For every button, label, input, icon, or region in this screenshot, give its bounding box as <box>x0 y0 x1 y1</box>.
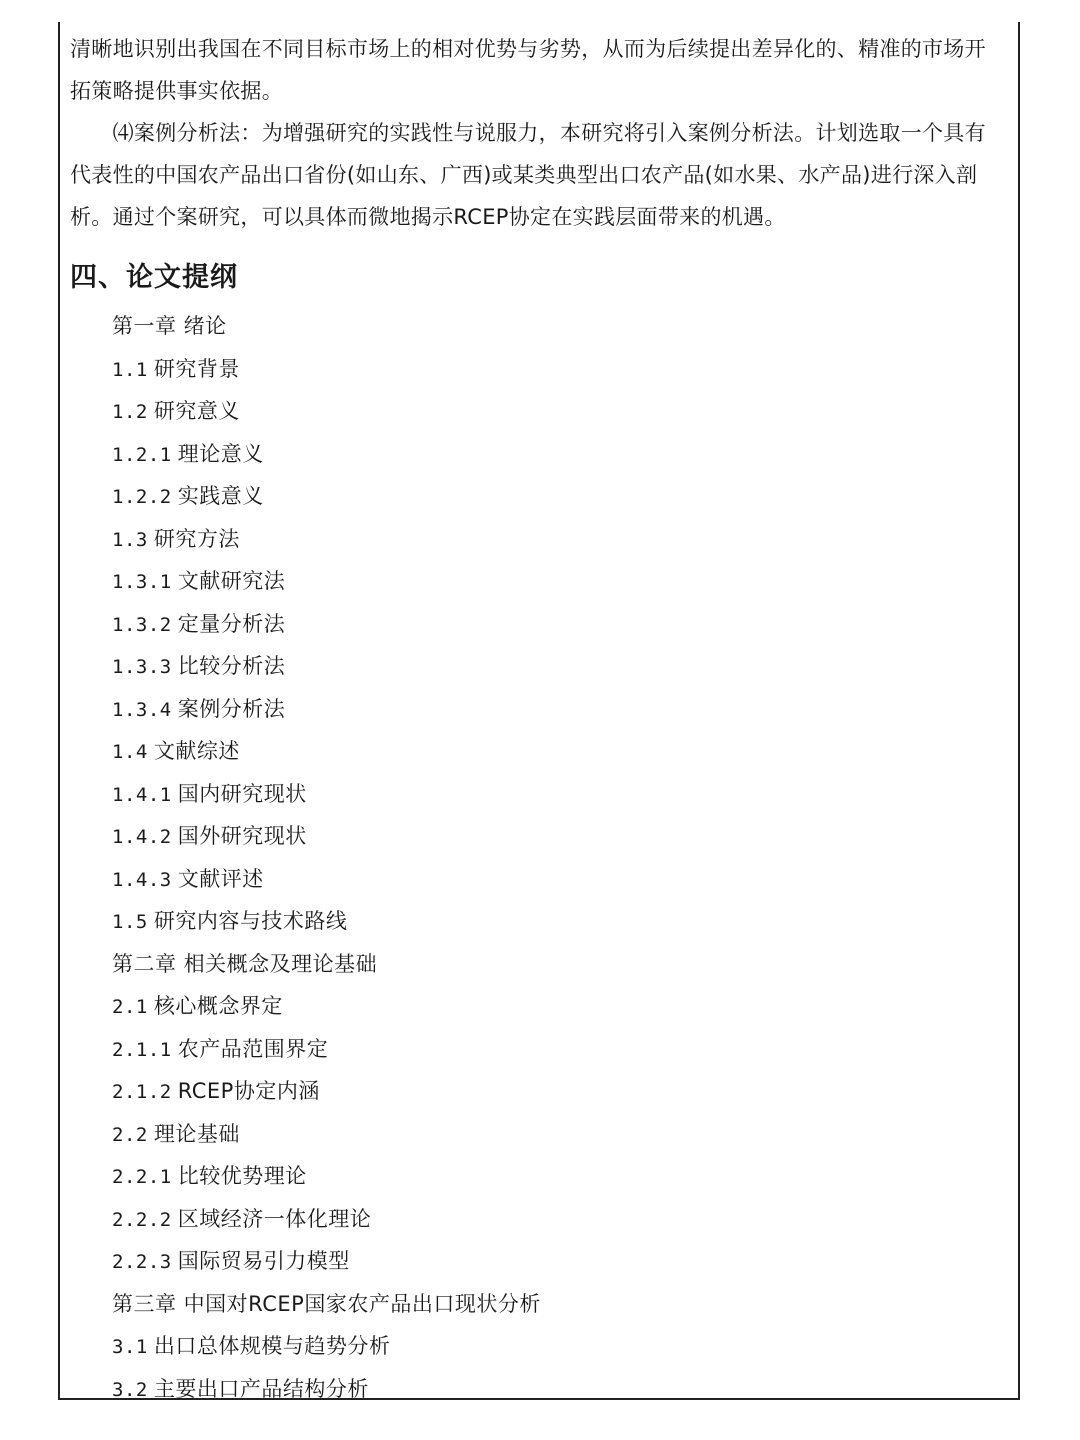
outline-item-number: 1.4 <box>112 741 148 763</box>
outline-item-number: 2.2.3 <box>112 1251 172 1273</box>
outline-item-number: 1.3.2 <box>112 613 172 636</box>
outline-item-number: 2.1.2 <box>112 1081 172 1103</box>
outline-item-text: 理论意义 <box>177 441 264 466</box>
outline-item-number: 1.3 <box>112 528 148 551</box>
outline-item-number: 2.2.2 <box>112 1208 172 1231</box>
paragraph-line: 代表性的中国农产品出口省份(如山东、广西)或某类典型出口农产品(如水果、水产品)进行深入剖 <box>70 163 978 187</box>
outline-item-text: 研究背景 <box>153 356 240 381</box>
outline-item-number: 1.4.3 <box>112 868 172 891</box>
outline-item-text: 农产品范围界定 <box>177 1036 329 1061</box>
outline-item-text: 出口总体规模与趋势分析 <box>153 1334 391 1358</box>
outline-item <box>112 1240 541 1283</box>
outline-item <box>112 390 541 433</box>
outline-item <box>112 1028 541 1071</box>
outline-item-text: 比较优势理论 <box>177 1164 307 1188</box>
paragraph-line: ⑷案例分析法：为增强研究的实践性与说服力，本研究将引入案例分析法。计划选取一个具有 <box>70 121 986 145</box>
outline-item-text: 主要出口产品结构分析 <box>153 1376 369 1401</box>
outline-item-text: 研究意义 <box>153 399 240 423</box>
paragraph-line: 析。通过个案研究，可以具体而微地揭示RCEP协定在实践层面带来的机遇。 <box>70 205 786 229</box>
outline-item-text: 第二章 相关概念及理论基础 <box>112 951 378 976</box>
outline-item <box>112 773 541 816</box>
outline-chapter <box>112 1283 541 1326</box>
outline-item-number: 1.3.1 <box>112 571 172 593</box>
outline-item-text: 比较分析法 <box>177 654 286 678</box>
outline-item-number: 2.2.1 <box>112 1166 172 1188</box>
outline-item <box>112 1070 541 1113</box>
outline-item <box>112 985 541 1028</box>
paragraph-line: 拓策略提供事实依据。 <box>70 79 283 103</box>
outline-item <box>112 1113 541 1156</box>
outline-item <box>112 475 541 518</box>
outline-item-text: 理论基础 <box>153 1121 240 1146</box>
outline-item-number: 1.2.1 <box>112 443 172 466</box>
outline-item-number: 1.2.2 <box>112 486 172 508</box>
outline-item <box>112 645 541 688</box>
outline-item <box>112 603 541 646</box>
outline-item-text: 文献综述 <box>153 739 240 763</box>
outline-item <box>112 348 541 391</box>
outline-item-number: 1.1 <box>112 358 148 381</box>
outline-item-text: 第三章 中国对RCEP国家农产品出口现状分析 <box>112 1291 541 1316</box>
outline-item-text: 实践意义 <box>177 484 264 508</box>
outline-item-text: 国外研究现状 <box>177 824 307 848</box>
outline-item-number: 2.1.1 <box>112 1038 172 1061</box>
outline-item-text: 区域经济一体化理论 <box>177 1206 372 1231</box>
outline-item-text: 研究方法 <box>153 526 240 551</box>
outline-item <box>112 815 541 858</box>
outline-item-text: 文献评述 <box>177 866 264 891</box>
outline-item <box>112 1325 541 1368</box>
outline-item-number: 1.3.4 <box>112 698 172 721</box>
outline-item-number: 3.1 <box>112 1336 148 1358</box>
outline-item <box>112 1198 541 1241</box>
outline-item-number: 1.4.1 <box>112 783 172 806</box>
outline-item-text: 国际贸易引力模型 <box>177 1249 350 1273</box>
outline-item-number: 2.2 <box>112 1123 148 1146</box>
outline-item <box>112 1368 541 1411</box>
outline-item-text: 国内研究现状 <box>177 781 307 806</box>
outline-item-number: 1.5 <box>112 911 148 933</box>
outline-item-text: 案例分析法 <box>177 696 286 721</box>
outline-item-text: 定量分析法 <box>177 611 286 636</box>
outline-item <box>112 560 541 603</box>
outline-item <box>112 730 541 773</box>
outline-item-text: 核心概念界定 <box>153 994 283 1018</box>
outline-item-text: 第一章 绪论 <box>112 314 227 338</box>
outline-item <box>112 688 541 731</box>
outline-item <box>112 900 541 943</box>
outline-item-text: RCEP协定内涵 <box>177 1079 320 1103</box>
outline-chapter <box>112 305 541 348</box>
outline-item-number: 1.4.2 <box>112 826 172 848</box>
outline-item-text: 研究内容与技术路线 <box>153 909 348 933</box>
outline-item <box>112 518 541 561</box>
outline-item <box>112 433 541 476</box>
outline-item-number: 1.3.3 <box>112 656 172 678</box>
paragraph-line: 清晰地识别出我国在不同目标市场上的相对优势与劣势，从而为后续提出差异化的、精准的市场开 <box>70 37 986 61</box>
section-heading: 四、论文提纲 <box>70 262 238 293</box>
outline-item-number: 2.1 <box>112 996 148 1018</box>
outline-list <box>112 305 541 1410</box>
outline-item-text: 文献研究法 <box>177 569 286 593</box>
outline-item-number: 1.2 <box>112 401 148 423</box>
outline-item <box>112 858 541 901</box>
outline-chapter <box>112 943 541 986</box>
outline-item <box>112 1155 541 1198</box>
outline-item-number: 3.2 <box>112 1378 148 1401</box>
